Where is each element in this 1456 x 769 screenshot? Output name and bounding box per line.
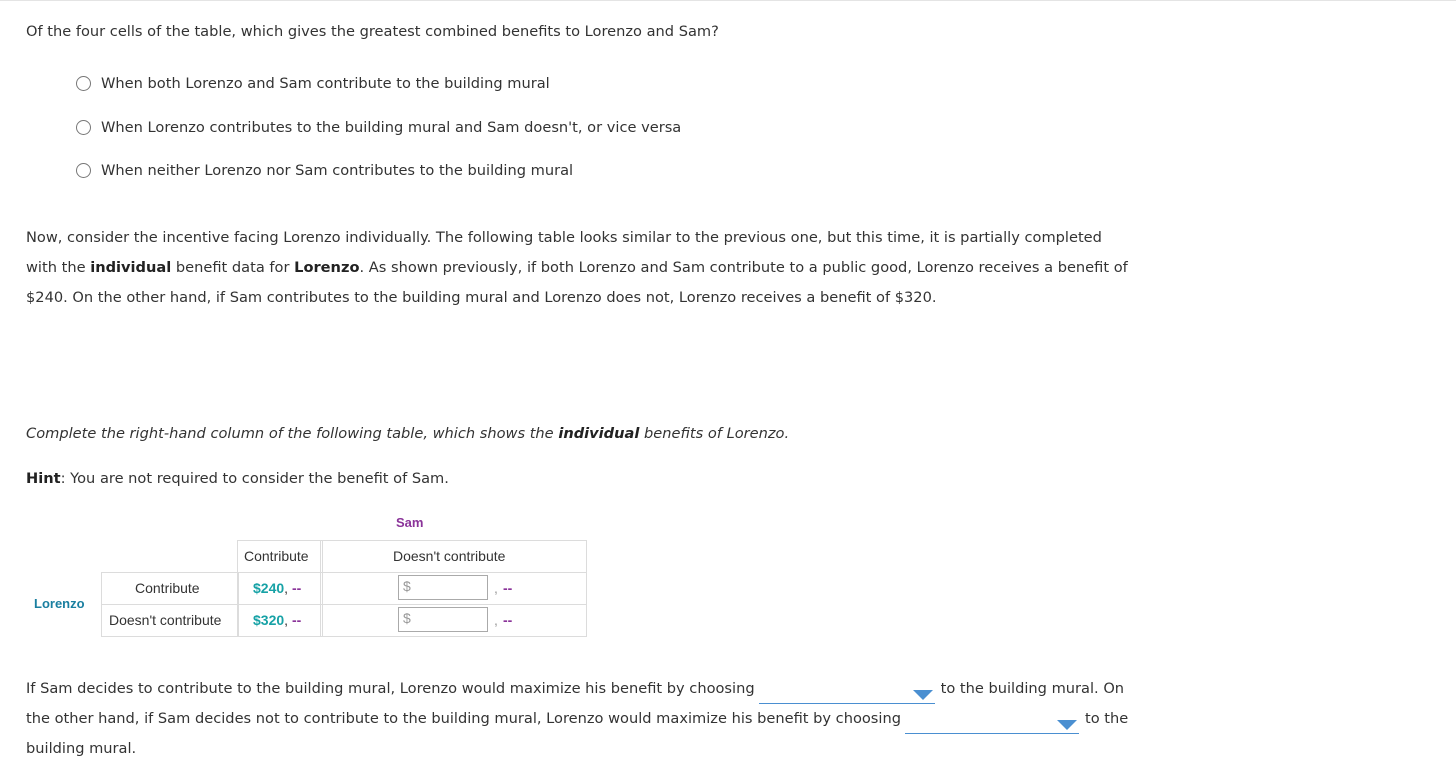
lorenzo-doesnt-contribute-input[interactable]: $: [398, 607, 488, 632]
intro-line-1: Now, consider the incentive facing Lorenzo individually. The following table looks similar to the previous one, but this time, it is partially completed: [26, 229, 1102, 246]
column-header-doesnt-contribute: Doesn't contribute: [393, 548, 506, 564]
table-instruction: Complete the right-hand column of the following table, which shows the individual benefits of Lorenzo.: [26, 425, 790, 442]
sam-payoff-blank: --: [503, 580, 513, 596]
column-player-label: Sam: [396, 515, 424, 530]
radio-button[interactable]: [76, 76, 91, 91]
intro-paragraph: [26, 223, 1176, 313]
lorenzo-contributes-input[interactable]: $: [398, 575, 488, 600]
row-player-label: Lorenzo: [34, 596, 85, 611]
option-label: When neither Lorenzo nor Sam contributes to the building mural: [101, 161, 574, 179]
payoff-both-contribute: $240, --: [253, 580, 302, 596]
input-separator: ,: [494, 580, 498, 596]
payoff-sam-only: $320, --: [253, 612, 302, 628]
intro-line-2: with the individual benefit data for Lorenzo. As shown previously, if both Lorenzo and Sam contribute to a public good, Lorenzo receives a benefit of: [26, 259, 1128, 276]
radio-button[interactable]: [76, 120, 91, 135]
conclusion-line-2: the other hand, if Sam decides not to contribute to the building mural, Lorenzo would maximize his benefit by choosing to the: [26, 704, 1176, 734]
sam-payoff-blank: --: [503, 612, 513, 628]
option-label: When both Lorenzo and Sam contribute to the building mural: [101, 74, 550, 92]
question-prompt: Of the four cells of the table, which gives the greatest combined benefits to Lorenzo and Sam?: [26, 23, 719, 40]
row-header-contribute: Contribute: [135, 580, 200, 596]
option-both-contribute[interactable]: [76, 73, 550, 93]
conclusion-line-1: If Sam decides to contribute to the building mural, Lorenzo would maximize his benefit by choosing to the building mural. On: [26, 674, 1176, 704]
choice-dropdown-sam-contributes[interactable]: [759, 685, 935, 704]
input-separator: ,: [494, 612, 498, 628]
top-divider: [0, 0, 1456, 1]
chevron-down-icon[interactable]: [913, 690, 933, 700]
choice-dropdown-sam-doesnt-contribute[interactable]: [905, 715, 1079, 734]
option-one-contributes[interactable]: [76, 117, 681, 137]
option-neither-contributes[interactable]: [76, 160, 573, 180]
radio-button[interactable]: [76, 163, 91, 178]
conclusion-line-3: building mural.: [26, 740, 137, 757]
hint-label: Hint: [26, 470, 61, 487]
hint-text: Hint: You are not required to consider the benefit of Sam.: [26, 470, 449, 487]
option-label: When Lorenzo contributes to the building mural and Sam doesn't, or vice versa: [101, 118, 682, 136]
column-header-contribute: Contribute: [244, 548, 309, 564]
intro-line-3: $240. On the other hand, if Sam contributes to the building mural and Lorenzo does not, Lorenzo receives a benefit of $320.: [26, 289, 937, 306]
chevron-down-icon[interactable]: [1057, 720, 1077, 730]
conclusion-paragraph: [26, 674, 1176, 764]
row-header-doesnt-contribute: Doesn't contribute: [109, 612, 222, 628]
